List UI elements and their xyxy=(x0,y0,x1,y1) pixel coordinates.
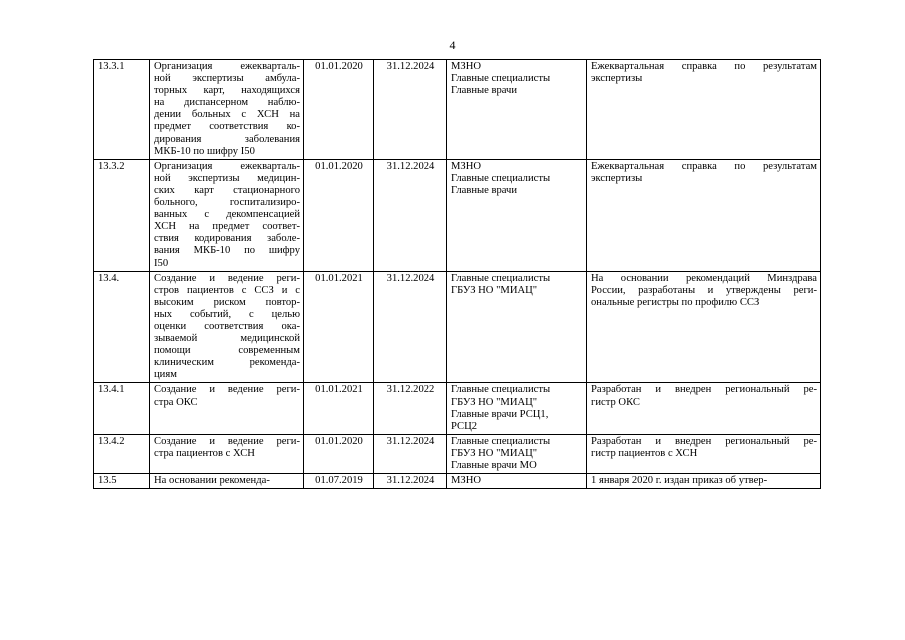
end-date-line: 31.12.2024 xyxy=(386,475,435,487)
start-date-line: 01.01.2020 xyxy=(315,61,363,72)
activity-name-line: оценки соответствия ока- xyxy=(154,320,300,332)
result-line: Разработан и внедрен региональный ре- xyxy=(591,384,817,396)
responsible-line: Главные врачи МО xyxy=(451,460,537,471)
item-number-line: 13.3.1 xyxy=(98,61,125,72)
activity-name-line: ванных с декомпенсацией xyxy=(154,209,300,221)
result-line: ональные регистры по профилю ССЗ xyxy=(591,296,760,308)
activity-name-line: высоким риском повтор- xyxy=(154,296,300,308)
result-line: экспертизы xyxy=(591,73,643,85)
activity-name-line: ных событий, с целью xyxy=(154,308,300,320)
end-date-line: 31.12.2024 xyxy=(386,160,435,172)
item-number xyxy=(94,474,150,489)
activity-name xyxy=(150,383,304,434)
end-date-line: 31.12.2024 xyxy=(386,61,435,72)
responsible xyxy=(447,383,587,434)
activity-name-line: Создание и ведение реги- xyxy=(154,272,300,284)
activity-name-line: ХСН на предмет соответ- xyxy=(154,221,300,233)
item-number xyxy=(94,159,150,271)
activity-name-line: МКБ-10 по шифру I50 xyxy=(154,145,255,157)
activity-name-line: стров пациентов с ССЗ и с xyxy=(154,284,300,296)
responsible-line: Главные специалисты xyxy=(451,172,551,184)
table-row xyxy=(94,60,821,160)
responsible-line: МЗНО xyxy=(451,61,482,72)
table-row xyxy=(94,474,821,489)
activity-name-line: стра пациентов с ХСН xyxy=(154,447,255,459)
table-row xyxy=(94,383,821,434)
activity-table-body xyxy=(94,60,821,489)
activity-name-line: предмет соответствия ко- xyxy=(154,121,300,133)
start-date xyxy=(304,60,374,160)
activity-name xyxy=(150,474,304,489)
start-date xyxy=(304,159,374,271)
responsible-line: ГБУЗ НО "МИАЦ" xyxy=(451,447,538,459)
start-date-line: 01.01.2020 xyxy=(315,160,363,172)
responsible-line: Главные специалисты xyxy=(451,73,551,85)
activity-name-line: дении больных с ХСН на xyxy=(154,109,300,121)
activity-name xyxy=(150,271,304,383)
end-date-line: 31.12.2022 xyxy=(386,384,435,396)
activity-name-line: Организация ежекварталь- xyxy=(154,61,300,72)
item-number xyxy=(94,383,150,434)
activity-name-line: ной экспертизы амбула- xyxy=(154,73,300,85)
result xyxy=(587,60,821,160)
start-date xyxy=(304,383,374,434)
result xyxy=(587,434,821,473)
result xyxy=(587,271,821,383)
item-number-line: 13.5 xyxy=(98,475,117,487)
start-date-line: 01.01.2021 xyxy=(315,272,363,284)
end-date-line: 31.12.2024 xyxy=(386,435,435,447)
start-date-line: 01.01.2021 xyxy=(315,384,363,396)
item-number xyxy=(94,60,150,160)
responsible xyxy=(447,271,587,383)
activity-name-line: вания МКБ-10 по шифру xyxy=(154,245,300,257)
activity-name-line: Создание и ведение реги- xyxy=(154,435,300,447)
table-row xyxy=(94,271,821,383)
end-date xyxy=(374,383,447,434)
start-date xyxy=(304,271,374,383)
item-number-line: 13.4.1 xyxy=(98,384,125,396)
result-line: гистр пациентов с ХСН xyxy=(591,447,698,459)
table-row xyxy=(94,159,821,271)
activity-name-line: ских карт стационарного xyxy=(154,184,300,196)
responsible-line: МЗНО xyxy=(451,475,482,487)
end-date-line: 31.12.2024 xyxy=(386,272,435,284)
result-line: гистр ОКС xyxy=(591,396,640,408)
responsible xyxy=(447,159,587,271)
responsible-line: Главные специалисты xyxy=(451,272,551,284)
activity-name-line: ствия кодирования заболе- xyxy=(154,233,300,245)
activity-name-line: дирования заболевания xyxy=(154,133,300,145)
activity-table xyxy=(93,59,821,489)
end-date xyxy=(374,271,447,383)
result-line: На основании рекомендаций Минздрава xyxy=(591,272,817,284)
item-number-line: 13.3.2 xyxy=(98,160,125,172)
activity-name-line: клиническим рекоменда- xyxy=(154,357,300,369)
activity-name xyxy=(150,159,304,271)
item-number xyxy=(94,271,150,383)
responsible-line: РСЦ2 xyxy=(451,420,478,432)
activity-name-line: стра ОКС xyxy=(154,396,198,408)
activity-name-line: На основании рекоменда- xyxy=(154,475,270,487)
responsible xyxy=(447,60,587,160)
responsible xyxy=(447,434,587,473)
start-date-line: 01.01.2020 xyxy=(315,435,363,447)
activity-name-line: ной экспертизы медицин- xyxy=(154,172,300,184)
end-date xyxy=(374,474,447,489)
responsible-line: Главные врачи РСЦ1, xyxy=(451,408,549,420)
responsible-line: МЗНО xyxy=(451,160,482,172)
result-line: Ежеквартальная справка по результатам xyxy=(591,61,817,72)
result-line: 1 января 2020 г. издан приказ об утвер- xyxy=(591,475,768,487)
result xyxy=(587,474,821,489)
activity-name-line: торных карт, находящихся xyxy=(154,85,300,97)
responsible xyxy=(447,474,587,489)
table-row xyxy=(94,434,821,473)
activity-name-line: зываемой медицинской xyxy=(154,333,300,345)
activity-name-line: на диспансерном наблю- xyxy=(154,97,300,109)
item-number xyxy=(94,434,150,473)
end-date xyxy=(374,159,447,271)
page-number: 4 xyxy=(449,38,456,52)
activity-name xyxy=(150,434,304,473)
result xyxy=(587,159,821,271)
start-date xyxy=(304,474,374,489)
result-line: Разработан и внедрен региональный ре- xyxy=(591,435,817,447)
end-date xyxy=(374,60,447,160)
activity-name-line: Создание и ведение реги- xyxy=(154,384,300,396)
result-line: экспертизы xyxy=(591,172,643,184)
responsible-line: Главные врачи xyxy=(451,85,518,97)
activity-name-line: помощи современным xyxy=(154,345,300,357)
result-line: России, разработаны и утверждены реги- xyxy=(591,284,817,296)
responsible-line: Главные специалисты xyxy=(451,435,551,447)
start-date xyxy=(304,434,374,473)
item-number-line: 13.4.2 xyxy=(98,435,125,447)
activity-name xyxy=(150,60,304,160)
responsible-line: ГБУЗ НО "МИАЦ" xyxy=(451,284,538,296)
item-number-line: 13.4. xyxy=(98,272,120,284)
start-date-line: 01.07.2019 xyxy=(315,475,363,487)
activity-name-line: Организация ежекварталь- xyxy=(154,160,300,172)
result xyxy=(587,383,821,434)
activity-name-line: циям xyxy=(154,369,177,381)
activity-name-line: больного, госпитализиро- xyxy=(154,197,300,209)
activity-name-line: I50 xyxy=(154,257,169,269)
end-date xyxy=(374,434,447,473)
responsible-line: Главные специалисты xyxy=(451,384,551,396)
responsible-line: Главные врачи xyxy=(451,184,518,196)
result-line: Ежеквартальная справка по результатам xyxy=(591,160,817,172)
responsible-line: ГБУЗ НО "МИАЦ" xyxy=(451,396,538,408)
